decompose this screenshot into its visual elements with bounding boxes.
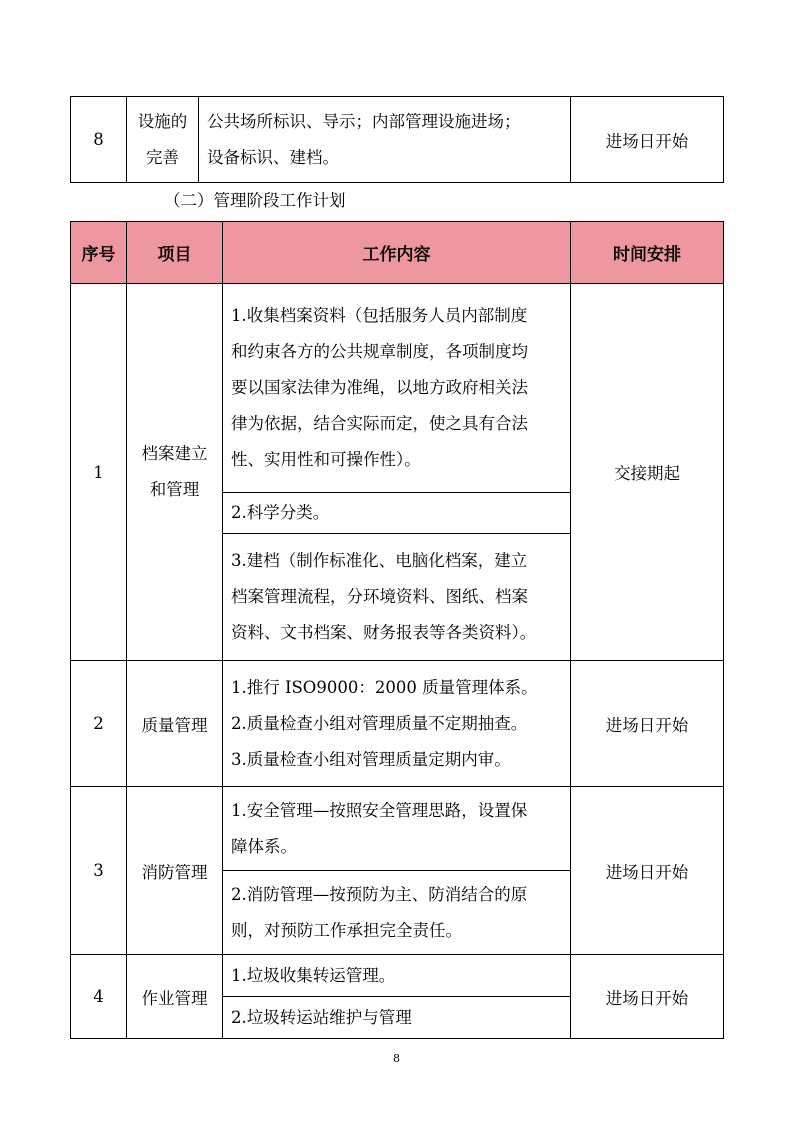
task-cell bbox=[223, 955, 571, 997]
facilities-table bbox=[70, 96, 724, 183]
task-cell bbox=[223, 493, 571, 534]
task-cell bbox=[223, 534, 571, 661]
task-line: 2.垃圾转运站维护与管理 bbox=[231, 1007, 412, 1027]
row-number: 8 bbox=[71, 97, 127, 183]
header-content: 工作内容 bbox=[223, 222, 571, 284]
row-time: 进场日开始 bbox=[571, 787, 724, 955]
task-line: 3.建档（制作标准化、电脑化档案，建立 bbox=[231, 551, 528, 570]
task-line: 性、实用性和可操作性）。 bbox=[231, 450, 421, 469]
task-line: 2.消防管理—按预防为主、防消结合的原 bbox=[231, 884, 528, 904]
row-number: 1 bbox=[71, 284, 127, 661]
row-time: 交接期起 bbox=[571, 284, 724, 661]
task-line: 则，对预防工作承担完全责任。 bbox=[231, 920, 462, 940]
task-cell bbox=[223, 661, 571, 787]
table-row bbox=[71, 284, 724, 493]
item-line: 和管理 bbox=[149, 480, 200, 499]
table-row bbox=[71, 661, 724, 787]
task-cell bbox=[223, 787, 571, 871]
task-line: 2.科学分类。 bbox=[231, 503, 330, 522]
header-item: 项目 bbox=[127, 222, 223, 284]
task-line: 资料、文书档案、财务报表等各类资料）。 bbox=[231, 623, 537, 642]
task-line: 2.质量检查小组对管理质量不定期抽查。 bbox=[231, 713, 528, 733]
row-item: 消防管理 bbox=[127, 787, 223, 955]
task-cell bbox=[223, 871, 571, 955]
task-line: 律为依据，结合实际而定，使之具有合法 bbox=[231, 414, 528, 433]
item-line: 档案建立 bbox=[141, 444, 208, 463]
row-item bbox=[127, 284, 223, 661]
task-line: 1.收集档案资料（包括服务人员内部制度 bbox=[231, 306, 528, 325]
row-item: 质量管理 bbox=[127, 661, 223, 787]
row-item: 作业管理 bbox=[127, 955, 223, 1039]
row-number: 2 bbox=[71, 661, 127, 787]
content-line: 设备标识、建档。 bbox=[207, 147, 339, 167]
header-num: 序号 bbox=[71, 222, 127, 284]
item-line: 设施的 bbox=[137, 111, 188, 131]
task-line: 要以国家法律为准绳，以地方政府相关法 bbox=[231, 378, 528, 397]
task-cell bbox=[223, 284, 571, 493]
task-line: 档案管理流程，分环境资料、图纸、档案 bbox=[231, 587, 528, 606]
row-item bbox=[127, 97, 199, 183]
row-time: 进场日开始 bbox=[571, 661, 724, 787]
table-header-row bbox=[71, 222, 724, 284]
content-line: 公共场所标识、导示；内部管理设施进场； bbox=[207, 111, 521, 131]
section-heading: （二）管理阶段工作计划 bbox=[164, 191, 346, 210]
table-row bbox=[71, 97, 724, 183]
row-number: 4 bbox=[71, 955, 127, 1039]
task-line: 和约束各方的公共规章制度，各项制度均 bbox=[231, 342, 528, 361]
work-plan-table bbox=[70, 221, 724, 1039]
row-time: 进场日开始 bbox=[571, 97, 724, 183]
table-row bbox=[71, 787, 724, 871]
task-line: 1.推行 ISO9000：2000 质量管理体系。 bbox=[231, 677, 538, 697]
task-line: 1.安全管理—按照安全管理思路，设置保 bbox=[231, 800, 528, 820]
header-time: 时间安排 bbox=[571, 222, 724, 284]
task-line: 3.质量检查小组对管理质量定期内审。 bbox=[231, 749, 511, 769]
item-line: 完善 bbox=[146, 147, 179, 167]
row-content bbox=[199, 97, 571, 183]
row-number: 3 bbox=[71, 787, 127, 955]
page-number: 8 bbox=[393, 1052, 400, 1065]
table-row bbox=[71, 955, 724, 997]
task-line: 1.垃圾收集转运管理。 bbox=[231, 965, 396, 985]
task-line: 障体系。 bbox=[231, 836, 297, 856]
row-time: 进场日开始 bbox=[571, 955, 724, 1039]
task-cell bbox=[223, 997, 571, 1039]
